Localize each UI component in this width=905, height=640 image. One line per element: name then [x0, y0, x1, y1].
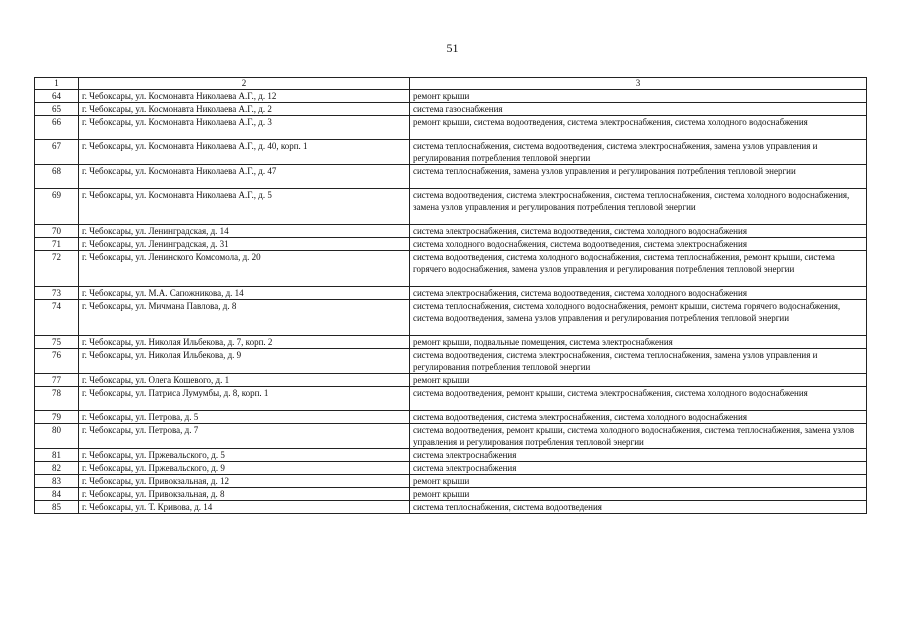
address-cell: г. Чебоксары, ул. Т. Кривова, д. 14: [79, 501, 410, 514]
address-cell: г. Чебоксары, ул. Космонавта Николаева А.Г., д. 2: [79, 103, 410, 116]
address-cell: г. Чебоксары, ул. Пржевальского, д. 9: [79, 462, 410, 475]
row-number-cell: 67: [35, 140, 79, 165]
row-number-cell: 66: [35, 116, 79, 140]
row-number-cell: 78: [35, 387, 79, 411]
row-number-cell: 84: [35, 488, 79, 501]
works-cell: система холодного водоснабжения, система водоотведения, система электроснабжения: [410, 238, 867, 251]
works-cell: ремонт крыши: [410, 374, 867, 387]
row-number-cell: 75: [35, 336, 79, 349]
works-cell: ремонт крыши, система водоотведения, система электроснабжения, система холодного водоснабжения: [410, 116, 867, 140]
works-cell: система водоотведения, система электроснабжения, система теплоснабжения, замена узлов управления и регулирования потребления тепловой энергии: [410, 349, 867, 374]
table-row: [35, 501, 867, 514]
works-cell: ремонт крыши: [410, 488, 867, 501]
row-number-cell: 81: [35, 449, 79, 462]
table-row: [35, 488, 867, 501]
address-cell: г. Чебоксары, ул. Петрова, д. 7: [79, 424, 410, 449]
address-cell: г. Чебоксары, ул. Ленинского Комсомола, д. 20: [79, 251, 410, 287]
works-cell: система электроснабжения, система водоотведения, система холодного водоснабжения: [410, 225, 867, 238]
row-number-cell: 65: [35, 103, 79, 116]
works-cell: система газоснабжения: [410, 103, 867, 116]
table-row: [35, 462, 867, 475]
table-row: [35, 189, 867, 225]
row-number-cell: 68: [35, 165, 79, 189]
table-row: [35, 103, 867, 116]
works-cell: ремонт крыши: [410, 475, 867, 488]
address-cell: г. Чебоксары, ул. М.А. Сапожникова, д. 14: [79, 287, 410, 300]
address-cell: г. Чебоксары, ул. Николая Ильбекова, д. 7, корп. 2: [79, 336, 410, 349]
table-row: [35, 449, 867, 462]
address-cell: г. Чебоксары, ул. Олега Кошевого, д. 1: [79, 374, 410, 387]
works-cell: система водоотведения, система электроснабжения, система холодного водоснабжения: [410, 411, 867, 424]
works-cell: система электроснабжения: [410, 462, 867, 475]
table-row: [35, 90, 867, 103]
page-number: 51: [446, 41, 459, 55]
address-cell: г. Чебоксары, ул. Мичмана Павлова, д. 8: [79, 300, 410, 336]
table-row: [35, 387, 867, 411]
column-header-address: 2: [79, 78, 410, 90]
table-row: [35, 374, 867, 387]
table-row: [35, 475, 867, 488]
works-cell: система водоотведения, система холодного водоснабжения, система теплоснабжения, ремонт крыши, система горячего водоснабжения, замена узлов управления и регулирования потребления тепловой энергии: [410, 251, 867, 287]
address-cell: г. Чебоксары, ул. Космонавта Николаева А.Г., д. 12: [79, 90, 410, 103]
address-cell: г. Чебоксары, ул. Привокзальная, д. 8: [79, 488, 410, 501]
table-row: [35, 424, 867, 449]
row-number-cell: 83: [35, 475, 79, 488]
row-number-cell: 85: [35, 501, 79, 514]
works-cell: система теплоснабжения, система водоотведения: [410, 501, 867, 514]
row-number-cell: 71: [35, 238, 79, 251]
works-cell: система водоотведения, ремонт крыши, система холодного водоснабжения, система теплоснабжения, замена узлов управления и регулирования потребления тепловой энергии: [410, 424, 867, 449]
table-row: [35, 300, 867, 336]
row-number-cell: 70: [35, 225, 79, 238]
works-cell: ремонт крыши, подвальные помещения, система электроснабжения: [410, 336, 867, 349]
row-number-cell: 77: [35, 374, 79, 387]
row-number-cell: 69: [35, 189, 79, 225]
works-cell: система водоотведения, ремонт крыши, система электроснабжения, система холодного водоснабжения: [410, 387, 867, 411]
row-number-cell: 64: [35, 90, 79, 103]
works-cell: система теплоснабжения, система водоотведения, система электроснабжения, замена узлов управления и регулирования потребления тепловой энергии: [410, 140, 867, 165]
table-row: [35, 349, 867, 374]
row-number-cell: 73: [35, 287, 79, 300]
works-cell: ремонт крыши: [410, 90, 867, 103]
address-cell: г. Чебоксары, ул. Пржевальского, д. 5: [79, 449, 410, 462]
table-row: [35, 336, 867, 349]
row-number-cell: 82: [35, 462, 79, 475]
address-cell: г. Чебоксары, ул. Космонавта Николаева А.Г., д. 3: [79, 116, 410, 140]
row-number-cell: 74: [35, 300, 79, 336]
table-header-row: [35, 78, 867, 90]
works-cell: система электроснабжения, система водоотведения, система холодного водоснабжения: [410, 287, 867, 300]
table-row: [35, 238, 867, 251]
address-cell: г. Чебоксары, ул. Ленинградская, д. 14: [79, 225, 410, 238]
table-row: [35, 140, 867, 165]
table-row: [35, 116, 867, 140]
row-number-cell: 72: [35, 251, 79, 287]
table-row: [35, 165, 867, 189]
table-row: [35, 287, 867, 300]
address-cell: г. Чебоксары, ул. Патриса Лумумбы, д. 8, корп. 1: [79, 387, 410, 411]
works-cell: система водоотведения, система электроснабжения, система теплоснабжения, система холодного водоснабжения, замена узлов управления и регулирования потребления тепловой энергии: [410, 189, 867, 225]
address-cell: г. Чебоксары, ул. Николая Ильбекова, д. 9: [79, 349, 410, 374]
address-cell: г. Чебоксары, ул. Ленинградская, д. 31: [79, 238, 410, 251]
table-row: [35, 411, 867, 424]
address-cell: г. Чебоксары, ул. Привокзальная, д. 12: [79, 475, 410, 488]
row-number-cell: 80: [35, 424, 79, 449]
address-cell: г. Чебоксары, ул. Петрова, д. 5: [79, 411, 410, 424]
repair-works-table: [34, 77, 867, 514]
table-row: [35, 251, 867, 287]
column-header-works: 3: [410, 78, 867, 90]
address-cell: г. Чебоксары, ул. Космонавта Николаева А.Г., д. 47: [79, 165, 410, 189]
row-number-cell: 79: [35, 411, 79, 424]
table-body: [35, 78, 867, 514]
row-number-cell: 76: [35, 349, 79, 374]
table-row: [35, 225, 867, 238]
works-cell: система теплоснабжения, система холодного водоснабжения, ремонт крыши, система горячего водоснабжения, система водоотведения, замена узлов управления и регулирования потребления тепловой энергии: [410, 300, 867, 336]
column-header-number: 1: [35, 78, 79, 90]
address-cell: г. Чебоксары, ул. Космонавта Николаева А.Г., д. 5: [79, 189, 410, 225]
works-cell: система электроснабжения: [410, 449, 867, 462]
works-cell: система теплоснабжения, замена узлов управления и регулирования потребления тепловой энергии: [410, 165, 867, 189]
address-cell: г. Чебоксары, ул. Космонавта Николаева А.Г., д. 40, корп. 1: [79, 140, 410, 165]
